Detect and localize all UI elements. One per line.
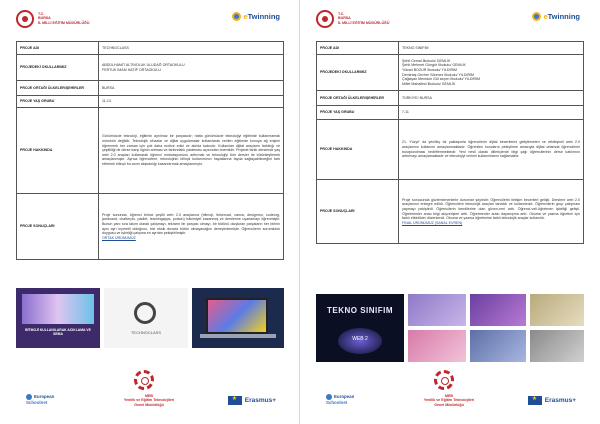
erasmus-logo: ★ Erasmus+	[228, 396, 276, 405]
activity-photos	[408, 294, 584, 362]
ministry-name: T.C. BURSA İL MİLLİ EĞİTİM MÜDÜRLÜĞÜ	[338, 12, 390, 25]
table-row	[317, 180, 584, 244]
table-row	[17, 194, 284, 260]
project-name-value: TECHNOCLASS	[99, 42, 284, 55]
partner-countries-value: TÜRKİYE/ BURSA	[399, 91, 584, 106]
schools-label: PROJEDEKİ OKULLARIMIZ	[317, 55, 399, 91]
partner-countries-value: BURSA	[99, 81, 284, 96]
poster-photo	[316, 294, 404, 362]
table-row	[17, 108, 284, 194]
page-footer	[308, 368, 592, 420]
poster-caption: BİTMOJİ KULLANILARAK ACIKLAMA VE SEMA	[25, 328, 91, 336]
stamp-photo	[104, 288, 188, 348]
stamp-icon	[134, 302, 156, 324]
yegitek-gear-icon	[134, 370, 154, 390]
poster-subtitle: WEB 2	[352, 336, 368, 342]
table-row	[17, 55, 284, 81]
page-header	[308, 0, 592, 36]
table-row	[317, 120, 584, 180]
table-row	[317, 106, 584, 120]
etwinning-star-icon	[232, 12, 241, 21]
results-label: PROJE SONUÇLARI	[317, 180, 399, 244]
age-group-label: PROJE YAŞ GRUBU	[17, 96, 99, 108]
results-value: Proje sonucunda gözlemlenenlerle durumlar şöyledir: Öğrencilerin iletişim becerileri gelişti. Derslere web 2.0 araçlarının entegre edildi. Öğrencilere teknolojik araçları tanıtıldı ve kullandırıldı. Öğrencilerin grup çalışması yapmayı pekiştirdi. Öğrencilerin kendilerine olan güven-enri arttı. Öğrenci-veli-öğretmen işbirliği gelişti. Öğretmenler arası bilgi alışverişleri arttı. Öğretmenler arası dayanışma arttı. Okuma ve yazma öğretimi için farklı etkinlikler düzenlendi. Okuma ve yazma öğretimine farklı teknolojik araçlar kullanıldı. FİNAL ÜRÜNÜMÜZ (SANAL EVREN)	[399, 180, 584, 244]
schools-value: ABDÜLHAMİT ALTINOLUK ULUDAĞ ORTAOKULU FERTUK İMAM HATİP ORTAOKULU	[99, 55, 284, 81]
table-row	[317, 91, 584, 106]
age-group-value: 11-13	[99, 96, 284, 108]
yegitek-logo: MEB Yenilik ve Eğitim Teknolojileri Genel Müdürlüğü	[123, 394, 175, 407]
ministry-name: T.C. BURSA İL MİLLİ EĞİTİM MÜDÜRLÜĞÜ	[38, 12, 90, 25]
poster-title: TEKNO SINIFIM	[326, 306, 394, 315]
age-group-label: PROJE YAŞ GRUBU	[317, 106, 399, 120]
about-label: PROJE HAKKINDA	[317, 120, 399, 180]
common-product-link[interactable]: ORTAK ÜRÜNÜMÜZ	[102, 235, 136, 240]
activity-photo	[530, 294, 584, 326]
activity-photo	[408, 330, 466, 362]
european-schoolnet-logo: European Schoolnet	[26, 394, 55, 405]
photo-strip	[316, 294, 584, 362]
about-value: 21. Yüzyıl' da yenilikç bir yaklaşımla öğrencilerin dijital becerilerini geliştirmeleri ve etkileşimli web 2.0 araçlarının kullanımı amaçlanmaktadır. Öğrenilen konuların pekiştirme amacıyla dijital ortamda öğrencilerin buluşturulması hedeflenmektedir. Yeni nesil olarak dilleriçlerde bilgi çağı öğrencilerinin derse katılımını arttırmayı amaçlamaktadır ve teknolojiyi verimli kullanımlarını sağlamaktır.	[399, 120, 584, 180]
right-page	[308, 0, 592, 424]
activity-photo	[470, 294, 526, 326]
left-page	[8, 0, 292, 424]
ministry-seal-icon	[316, 10, 334, 28]
etwinning-logo: eTwinning	[232, 12, 280, 21]
activity-photo	[408, 294, 466, 326]
table-row	[17, 42, 284, 55]
project-name-label: PROJE ADI	[317, 42, 399, 55]
eu-flag-icon	[528, 396, 542, 405]
etwinning-star-icon	[532, 12, 541, 21]
etwinning-logo: eTwinning	[532, 12, 580, 21]
about-value: Günümüzde teknoloji, eğitimin ayrılmaz bir parçasıdır; hatta günümüzde teknolojiyi eğitimde kullanmamak mümkün değildir. Teknolojik cihazlar ve dijital uygulamalar kullanılarak verilen eğitimde konuya ağ erişimi öğrenmek her zaman için çok daha motive edici ve akılda kalıcıdır. Kullanılan dijital araçların farklılığı ve çeşitliliği de derse karşı ilginin artması ve farkındalık yaratması açısından önemlidir. Projede farklı derslerde yaş web 2.0 araçları kullanarak öğrenci motivasyonunu arttırmak ve teknolojiyi tüm dersler ile bütünleştirmek amaçlanmıştır. Ayrıca öğrencilere, teknolojinin bilinçli kullanımının hayatlarına fayda sağlayabileceğini fark ettirerek bilinçli bu anım alışkanlığı kazandırmak amaçlanmıştır.	[99, 108, 284, 194]
poster-photo	[16, 288, 100, 348]
activity-photo	[470, 330, 526, 362]
schools-value: Şehit Cemal İlkokulu/ GEMLİK Şehit Mehmet Güngör İlkokulu/ GEMLİK Yüksel BOZUR İlkokulu/ YILDIRIM Demirtaş Gevher Sönmez İlkokulu/ YILDIRIM Çağlayan Memduh Gül seçen İlkokulu/ YILDIRIM Millet Mahallesi İlkokulu/ GEMLİK	[399, 55, 584, 91]
ministry-seal-icon	[16, 10, 34, 28]
page-header	[8, 0, 292, 36]
project-name-value: TEKNO SINIFIM	[399, 42, 584, 55]
photo-strip	[16, 288, 284, 348]
table-row	[17, 96, 284, 108]
table-row	[317, 42, 584, 55]
project-name-label: PROJE ADI	[17, 42, 99, 55]
yegitek-logo: MEB Yenilik ve Eğitim Teknolojileri Genel Müdürlüğü	[423, 394, 475, 407]
final-product-link[interactable]: FİNAL ÜRÜNÜMÜZ (SANAL EVREN)	[402, 220, 463, 225]
eu-flag-icon	[228, 396, 242, 405]
schools-label: PROJEDEKİ OKULLARIMIZ	[17, 55, 99, 81]
project-info-table	[16, 41, 284, 260]
erasmus-logo: ★ Erasmus+	[528, 396, 576, 405]
european-schoolnet-logo: European Schoolnet	[326, 394, 355, 405]
about-label: PROJE HAKKINDA	[17, 108, 99, 194]
results-value: Proje sonunda, öğrenci birinci çeşitli web 2.0 araçlarına (bitmoji, tinkercad, canva, designmo, codeorg, jamboard, chatterpix, padlet, learningapps, poison) hâkimiyet kazanmış ve derslerine uyarlamayı öğrenmiştir. Bunun yanı sıra takım olarak çalışmayı, tekrarın bir parçası olmayı, bir bütünü oluşturan parçaların her birinin aynı ayrı kıymetli olduğunu, bizi eksik duvara bütün olmayacağını deneyimlemiştir. Öğrencilerin sorumluluk duygusu ve işbirliği çalışma en ayrıtan pekiştirilmiştir. ORTAK ÜRÜNÜMÜZ	[99, 194, 284, 260]
partner-countries-label: PROJE ORTAĞI ÜLKELER/ŞEHİRLER	[17, 81, 99, 96]
page-divider	[299, 0, 300, 424]
project-info-table	[316, 41, 584, 244]
age-group-value: 7-11	[399, 106, 584, 120]
yegitek-gear-icon	[434, 370, 454, 390]
table-row	[317, 55, 584, 91]
laptop-photo	[192, 288, 284, 348]
activity-photo	[530, 330, 584, 362]
stamp-caption: TECHNOCLASS	[130, 330, 161, 335]
page-footer	[8, 368, 292, 420]
partner-countries-label: PROJE ORTAĞI ÜLKELER/ŞEHİRLER	[317, 91, 399, 106]
table-row	[17, 81, 284, 96]
results-label: PROJE SONUÇLARI	[17, 194, 99, 260]
